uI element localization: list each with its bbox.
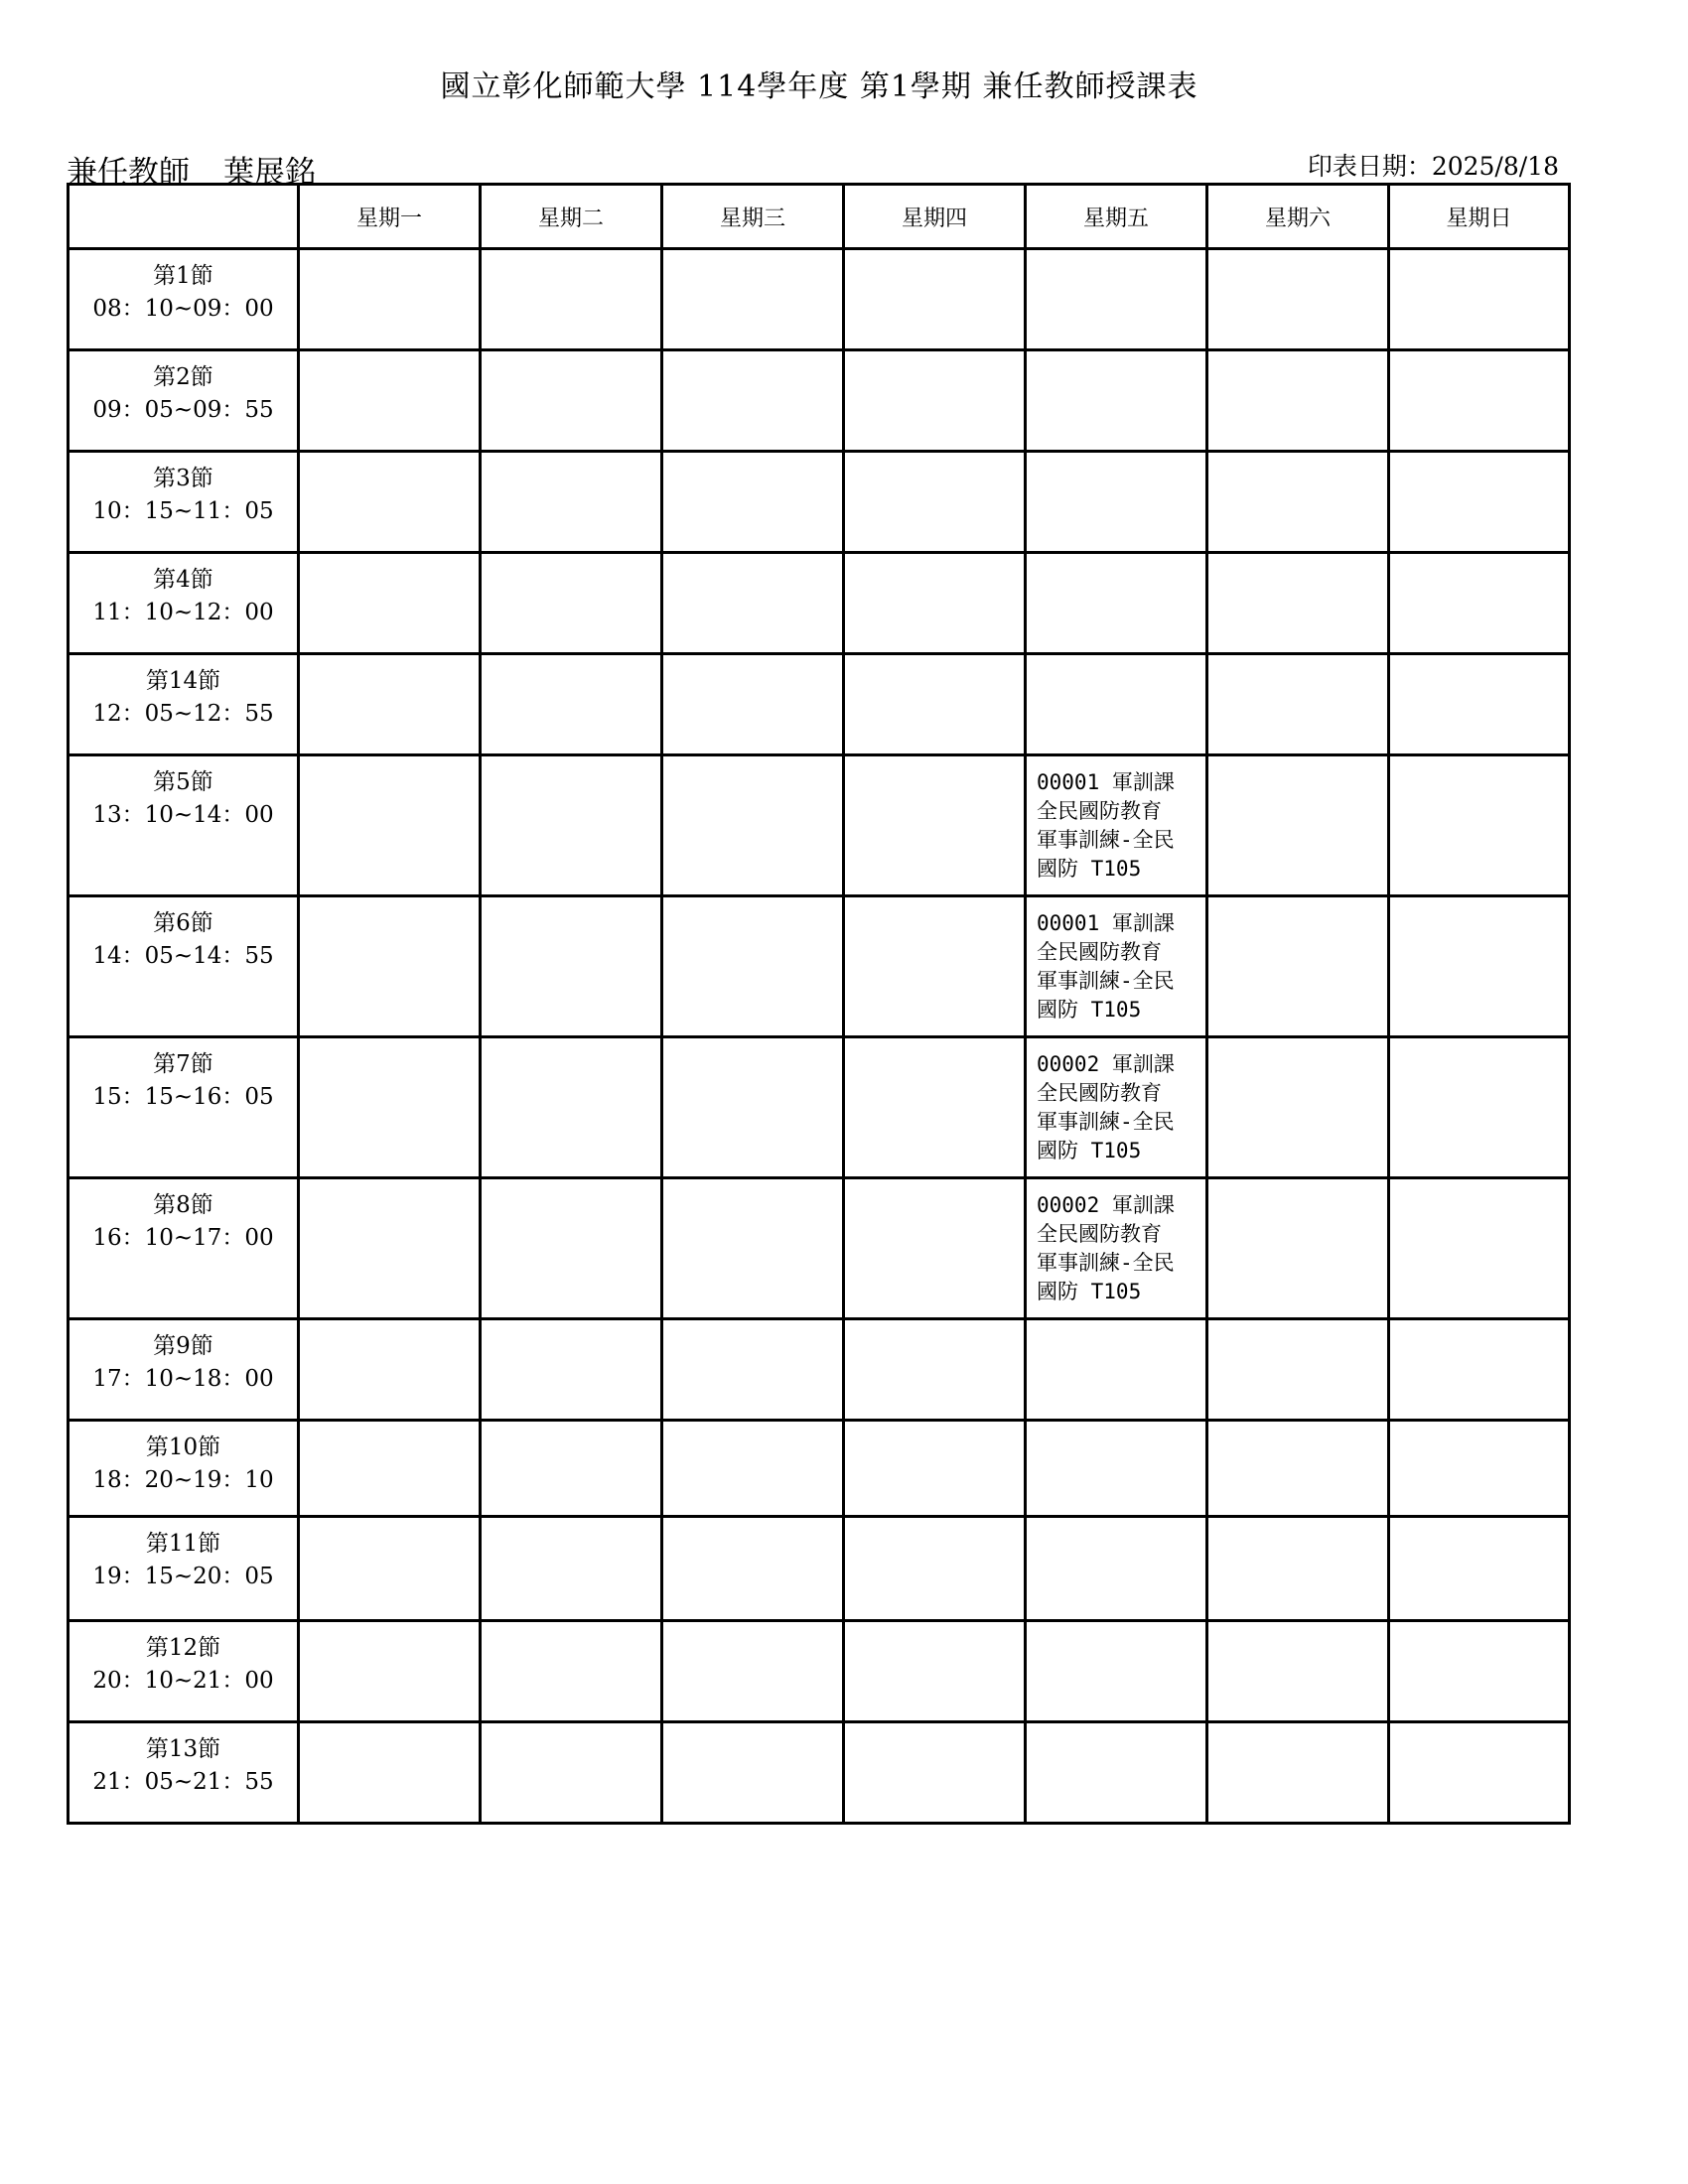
slot-cell: [662, 452, 844, 553]
slot-cell: [481, 350, 662, 452]
period-name: 第4節: [153, 567, 213, 593]
slot-cell: [662, 1319, 844, 1421]
slot-cell: [844, 1421, 1026, 1517]
period-time: 08：10~09：00: [92, 296, 274, 322]
period-time: 17：10~18：00: [92, 1366, 274, 1392]
slot-cell: [1026, 553, 1207, 654]
slot-cell: [844, 1319, 1026, 1421]
period-label: [69, 249, 299, 350]
slot-cell: [662, 1722, 844, 1824]
slot-cell: [662, 1037, 844, 1178]
period-row: [69, 1722, 1570, 1824]
slot-cell: [481, 1517, 662, 1621]
period-row: [69, 553, 1570, 654]
slot-cell: [1207, 1319, 1389, 1421]
slot-cell: [1207, 1178, 1389, 1319]
course-room-line: 國防 T105: [1037, 1139, 1142, 1162]
period-label: [69, 896, 299, 1037]
period-time: 16：10~17：00: [92, 1225, 274, 1251]
slot-cell: [1026, 1621, 1207, 1722]
slot-cell: [1207, 350, 1389, 452]
period-label: [69, 755, 299, 896]
slot-cell: [481, 249, 662, 350]
slot-cell: [844, 452, 1026, 553]
slot-cell: [299, 654, 481, 755]
slot-cell: [1389, 452, 1570, 553]
slot-cell: [662, 1421, 844, 1517]
slot-cell: [1207, 553, 1389, 654]
period-name: 第10節: [145, 1434, 221, 1460]
slot-cell: [1207, 452, 1389, 553]
course-cell[interactable]: [1026, 1178, 1207, 1319]
slot-cell: [1389, 1722, 1570, 1824]
slot-cell: [299, 1319, 481, 1421]
day-header-mon: 星期一: [299, 185, 481, 249]
period-label: [69, 1319, 299, 1421]
course-room-line: 國防 T105: [1037, 998, 1142, 1022]
period-name: 第8節: [153, 1192, 213, 1218]
slot-cell: [481, 896, 662, 1037]
slot-cell: [481, 1319, 662, 1421]
period-label: [69, 1037, 299, 1178]
period-name: 第13節: [145, 1736, 221, 1762]
course-code-line: 00001 軍訓課: [1037, 911, 1175, 935]
course-name-line: 全民國防教育: [1037, 940, 1162, 964]
slot-cell: [844, 896, 1026, 1037]
slot-cell: [481, 1722, 662, 1824]
slot-cell: [662, 1621, 844, 1722]
slot-cell: [1026, 1517, 1207, 1621]
slot-cell: [481, 1621, 662, 1722]
slot-cell: [844, 1722, 1026, 1824]
period-time: 21：05~21：55: [92, 1769, 274, 1795]
period-name: 第7節: [153, 1051, 213, 1077]
slot-cell: [299, 452, 481, 553]
slot-cell: [481, 1421, 662, 1517]
period-name: 第6節: [153, 910, 213, 936]
page-title: 國立彰化師範大學 114學年度 第1學期 兼任教師授課表: [440, 69, 1198, 104]
print-date: 印表日期：2025/8/18: [1307, 152, 1559, 181]
course-code-line: 00002 軍訓課: [1037, 1052, 1175, 1076]
slot-cell: [662, 1178, 844, 1319]
slot-cell: [1389, 1037, 1570, 1178]
corner-cell: [69, 185, 299, 249]
slot-cell: [1389, 654, 1570, 755]
slot-cell: [1026, 1421, 1207, 1517]
slot-cell: [1389, 1178, 1570, 1319]
period-name: 第5節: [153, 769, 213, 795]
slot-cell: [662, 755, 844, 896]
day-header-tue: 星期二: [481, 185, 662, 249]
slot-cell: [1207, 1517, 1389, 1621]
period-time: 12：05~12：55: [92, 701, 274, 727]
course-name-line: 全民國防教育: [1037, 1081, 1162, 1105]
slot-cell: [1026, 1722, 1207, 1824]
day-header-fri: 星期五: [1026, 185, 1207, 249]
course-cell[interactable]: [1026, 896, 1207, 1037]
course-code-line: 00002 軍訓課: [1037, 1193, 1175, 1217]
period-row: [69, 350, 1570, 452]
slot-cell: [1389, 1421, 1570, 1517]
slot-cell: [1207, 1037, 1389, 1178]
period-time: 10：15~11：05: [92, 498, 274, 524]
period-name: 第11節: [145, 1531, 221, 1557]
period-label: [69, 654, 299, 755]
slot-cell: [662, 1517, 844, 1621]
slot-cell: [481, 1037, 662, 1178]
teacher-label: 兼任教師: [67, 155, 190, 191]
period-row: [69, 1319, 1570, 1421]
slot-cell: [1207, 896, 1389, 1037]
period-time: 13：10~14：00: [92, 802, 274, 828]
slot-cell: [844, 1621, 1026, 1722]
period-name: 第9節: [153, 1333, 213, 1359]
period-time: 09：05~09：55: [92, 397, 274, 423]
period-label: [69, 350, 299, 452]
period-row: [69, 755, 1570, 896]
slot-cell: [844, 1178, 1026, 1319]
period-time: 19：15~20：05: [92, 1564, 274, 1589]
course-detail-line: 軍事訓練-全民: [1037, 969, 1175, 993]
day-header-sun: 星期日: [1389, 185, 1570, 249]
period-label: [69, 452, 299, 553]
slot-cell: [1207, 1421, 1389, 1517]
slot-cell: [1207, 249, 1389, 350]
slot-cell: [662, 249, 844, 350]
period-label: [69, 553, 299, 654]
slot-cell: [1389, 249, 1570, 350]
slot-cell: [662, 553, 844, 654]
slot-cell: [1026, 1319, 1207, 1421]
slot-cell: [844, 1517, 1026, 1621]
slot-cell: [844, 1037, 1026, 1178]
period-time: 11：10~12：00: [92, 600, 274, 625]
period-name: 第2節: [153, 364, 213, 390]
course-detail-line: 軍事訓練-全民: [1037, 1251, 1175, 1275]
slot-cell: [844, 350, 1026, 452]
day-header-thu: 星期四: [844, 185, 1026, 249]
teacher-name: 葉展銘: [223, 155, 316, 191]
slot-cell: [481, 755, 662, 896]
slot-cell: [1389, 553, 1570, 654]
period-row: [69, 452, 1570, 553]
slot-cell: [1207, 654, 1389, 755]
period-time: 15：15~16：05: [92, 1084, 274, 1110]
period-row: [69, 896, 1570, 1037]
course-room-line: 國防 T105: [1037, 857, 1142, 881]
period-name: 第3節: [153, 466, 213, 491]
slot-cell: [1389, 896, 1570, 1037]
slot-cell: [1026, 350, 1207, 452]
slot-cell: [299, 1722, 481, 1824]
slot-cell: [299, 553, 481, 654]
slot-cell: [844, 654, 1026, 755]
period-label: [69, 1722, 299, 1824]
day-header-sat: 星期六: [1207, 185, 1389, 249]
slot-cell: [1026, 654, 1207, 755]
slot-cell: [1389, 1621, 1570, 1722]
period-label: [69, 1621, 299, 1722]
slot-cell: [299, 1621, 481, 1722]
slot-cell: [662, 896, 844, 1037]
slot-cell: [1389, 1319, 1570, 1421]
period-label: [69, 1421, 299, 1517]
slot-cell: [1389, 755, 1570, 896]
slot-cell: [1207, 1722, 1389, 1824]
slot-cell: [844, 553, 1026, 654]
period-label: [69, 1178, 299, 1319]
slot-cell: [662, 654, 844, 755]
course-room-line: 國防 T105: [1037, 1280, 1142, 1303]
slot-cell: [1207, 1621, 1389, 1722]
period-time: 18：20~19：10: [92, 1467, 274, 1493]
slot-cell: [1026, 452, 1207, 553]
course-detail-line: 軍事訓練-全民: [1037, 828, 1175, 852]
period-row: [69, 1178, 1570, 1319]
period-name: 第12節: [145, 1635, 221, 1661]
slot-cell: [662, 350, 844, 452]
slot-cell: [844, 249, 1026, 350]
course-code-line: 00001 軍訓課: [1037, 770, 1175, 794]
course-cell[interactable]: [1026, 1037, 1207, 1178]
slot-cell: [299, 1037, 481, 1178]
slot-cell: [481, 553, 662, 654]
period-row: [69, 1621, 1570, 1722]
slot-cell: [299, 755, 481, 896]
slot-cell: [481, 452, 662, 553]
slot-cell: [1026, 249, 1207, 350]
slot-cell: [481, 654, 662, 755]
period-time: 20：10~21：00: [92, 1668, 274, 1694]
slot-cell: [299, 1421, 481, 1517]
period-row: [69, 654, 1570, 755]
course-name-line: 全民國防教育: [1037, 1222, 1162, 1246]
course-cell[interactable]: [1026, 755, 1207, 896]
course-name-line: 全民國防教育: [1037, 799, 1162, 823]
slot-cell: [1207, 755, 1389, 896]
period-row: [69, 1517, 1570, 1621]
period-name: 第14節: [145, 668, 221, 694]
period-label: [69, 1517, 299, 1621]
day-header-wed: 星期三: [662, 185, 844, 249]
period-row: [69, 1421, 1570, 1517]
period-name: 第1節: [153, 263, 213, 289]
slot-cell: [299, 1178, 481, 1319]
schedule-table: [67, 183, 1571, 1825]
slot-cell: [844, 755, 1026, 896]
slot-cell: [1389, 350, 1570, 452]
slot-cell: [481, 1178, 662, 1319]
period-time: 14：05~14：55: [92, 943, 274, 969]
slot-cell: [299, 896, 481, 1037]
slot-cell: [299, 350, 481, 452]
slot-cell: [1389, 1517, 1570, 1621]
slot-cell: [299, 1517, 481, 1621]
header-row: [69, 185, 1570, 249]
slot-cell: [299, 249, 481, 350]
period-row: [69, 1037, 1570, 1178]
course-detail-line: 軍事訓練-全民: [1037, 1110, 1175, 1134]
period-row: [69, 249, 1570, 350]
